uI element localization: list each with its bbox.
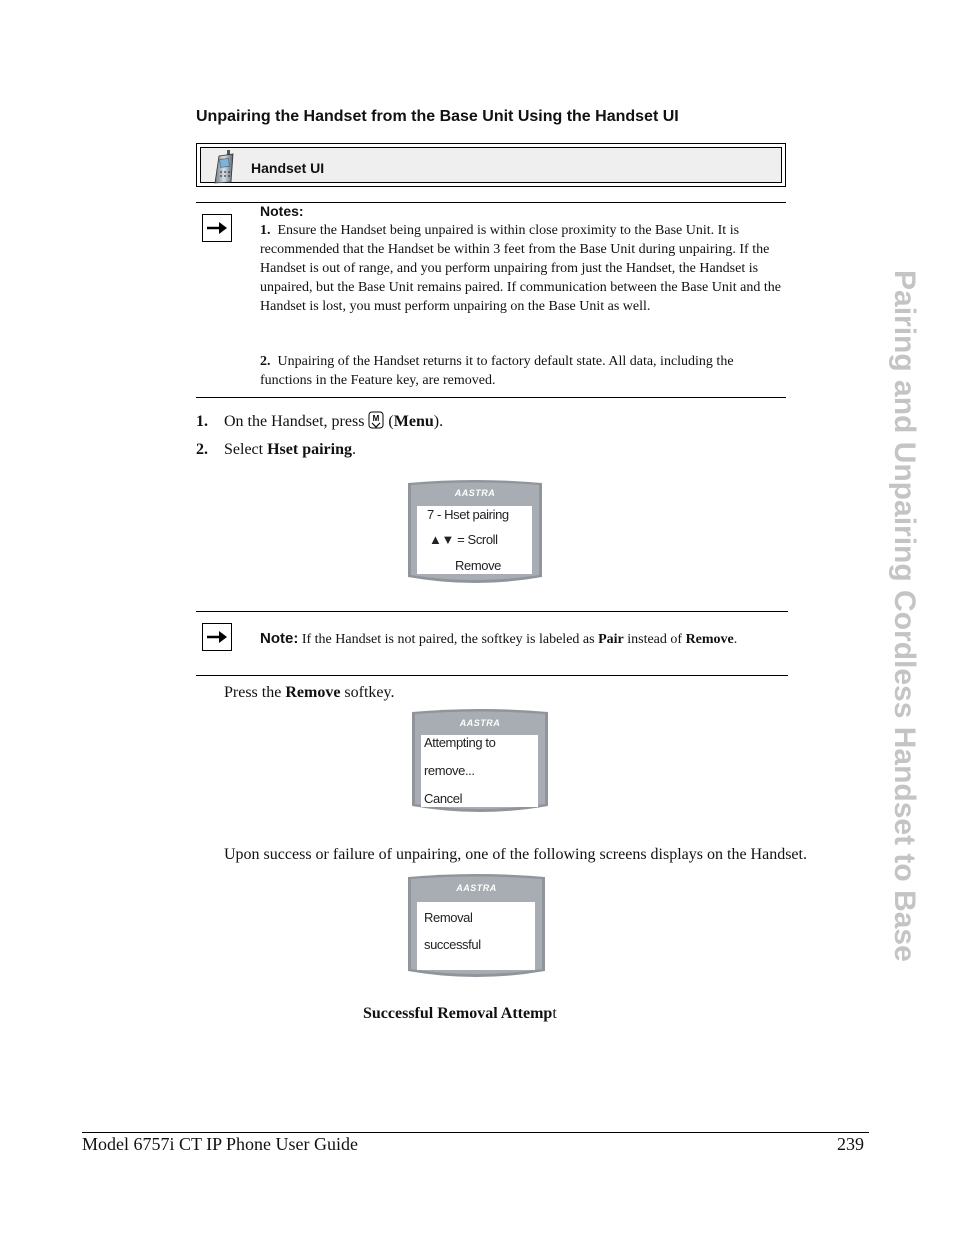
note-item-1: [260, 221, 786, 316]
remove-softkey[interactable]: Remove: [455, 558, 502, 573]
handset-ui-box: [196, 143, 786, 187]
step-number: 1.: [196, 413, 208, 430]
screen-line-2: ▲▼ = Scroll: [429, 532, 498, 547]
note2-end: .: [733, 632, 738, 647]
page-number: 239: [837, 1134, 864, 1154]
note2-remove: Remove: [685, 632, 734, 647]
press-post: softkey.: [340, 684, 395, 701]
note-arrow-icon: [202, 623, 232, 651]
cordless-handset-icon: [211, 150, 237, 184]
footer-rule: [82, 1132, 869, 1133]
press-pre: Press the: [224, 684, 286, 701]
hset-pairing-bold: Hset pairing: [267, 441, 352, 458]
aastra-logo: AASTRA: [454, 488, 496, 498]
step-2: [196, 441, 356, 459]
screen-display: [417, 902, 535, 970]
step-text: On the Handset, press: [224, 413, 365, 430]
notes-title: Notes:: [260, 203, 304, 219]
menu-bold: Menu: [393, 413, 434, 430]
step-period: .: [351, 441, 356, 458]
notes-bottom-rule: [196, 397, 786, 398]
caption-rest: t: [552, 1005, 557, 1022]
note2-top-rule: [196, 611, 788, 612]
note-item-number: 1.: [260, 223, 271, 238]
aastra-logo: AASTRA: [459, 718, 501, 728]
result-line: Upon success or failure of unpairing, one of the following screens displays on the Handset.: [224, 846, 807, 863]
press-remove-line: [224, 684, 394, 702]
handset-ui-label: Handset UI: [251, 160, 325, 176]
note2-text: [260, 630, 737, 648]
cancel-softkey[interactable]: Cancel: [424, 791, 463, 806]
svg-text:M: M: [373, 414, 380, 423]
note-item-2: [260, 352, 786, 390]
chapter-side-tab: [885, 270, 925, 1110]
screen-line-1: Attempting to: [424, 735, 496, 750]
press-remove-bold: Remove: [285, 684, 341, 701]
handset-screen-2: [412, 708, 546, 816]
note2-pre: If the Handset is not paired, the softkey is labeled as: [301, 632, 595, 647]
step-number: 2.: [196, 441, 208, 458]
screen-line-2: successful: [424, 937, 481, 952]
step-text: Select: [224, 441, 268, 458]
note-item-text: Unpairing of the Handset returns it to factory default state. All data, including the functions in the Feature key, are removed.: [260, 354, 734, 388]
figure-caption: [363, 1005, 557, 1023]
note2-pair: Pair: [598, 632, 624, 647]
section-title: Unpairing the Handset from the Base Unit Using the Handset UI: [196, 108, 679, 125]
chapter-side-tab-text: Pairing and Unpairing Cordless Handset to Base: [888, 270, 921, 962]
caption-bold: Successful Removal Attemp: [363, 1005, 553, 1022]
menu-key-icon: [368, 411, 384, 429]
note-item-text: Ensure the Handset being unpaired is within close proximity to the Base Unit. It is recommended that the Handset be within 3 feet from the Base Unit during unpairing. If the Handset is out of range, and you perform unpairing from just the Handset, the Handset is unpaired, but the Base Unit remains paired. If communication between the Base Unit and the Handset is lost, you must perform unpairing on the Base Unit as well.: [260, 223, 781, 314]
screen-display: [421, 735, 538, 807]
screen-display: [417, 506, 532, 574]
note2-bottom-rule: [196, 675, 788, 676]
handset-screen-3: [408, 873, 542, 981]
aastra-logo: AASTRA: [456, 883, 497, 893]
note-arrow-icon: [202, 214, 232, 242]
handset-screen-1: [408, 479, 542, 587]
screen-line-1: Removal: [424, 910, 473, 925]
screen-line-1: 7 - Hset pairing: [427, 507, 509, 522]
paren-close: ).: [433, 413, 444, 430]
footer-title: Model 6757i CT IP Phone User Guide: [82, 1134, 358, 1154]
note2-mid: instead of: [627, 632, 683, 647]
note-item-number: 2.: [260, 354, 271, 369]
note2-label: Note:: [260, 630, 299, 647]
screen-line-2: remove...: [424, 763, 475, 778]
paren-open: (: [388, 413, 394, 430]
step-1: [196, 411, 443, 431]
